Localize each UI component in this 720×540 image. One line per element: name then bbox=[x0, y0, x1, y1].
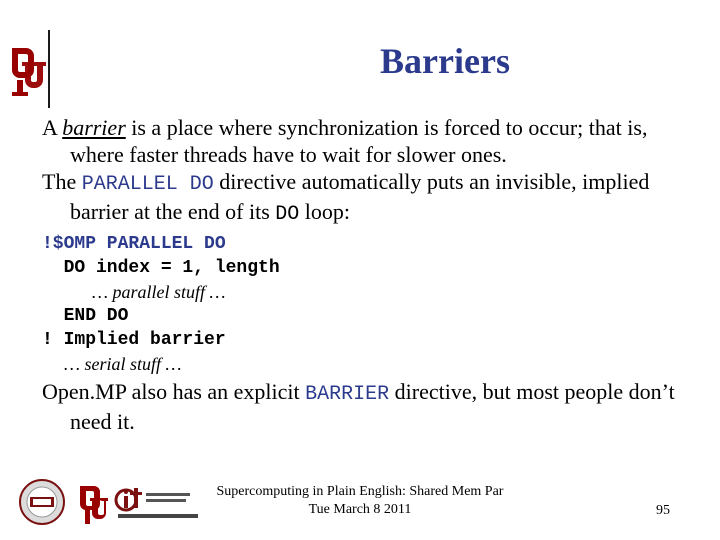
text: directive automatically puts an invisible, implied barrier at the end of its bbox=[70, 169, 650, 224]
ou-small-logo bbox=[80, 486, 108, 524]
paragraph-barrier-directive bbox=[42, 378, 702, 435]
code-do: DO bbox=[275, 203, 300, 226]
footer-course-title: Supercomputing in Plain English: Shared Mem Par bbox=[216, 484, 504, 499]
title-divider bbox=[48, 30, 50, 108]
text: loop: bbox=[299, 199, 351, 224]
paragraph-definition bbox=[42, 114, 702, 168]
code-line: DO index = 1, length bbox=[42, 258, 280, 278]
text: directive, but most people don’t need it. bbox=[70, 379, 675, 434]
ou-logo bbox=[8, 40, 50, 100]
slide-title: Barriers bbox=[380, 41, 510, 81]
paragraph-parallel-do bbox=[42, 168, 702, 228]
footer-date: Tue March 8 2011 bbox=[308, 502, 412, 517]
slide-body bbox=[42, 114, 702, 435]
footer-logos bbox=[14, 478, 204, 528]
text: The bbox=[42, 169, 82, 194]
code-block bbox=[42, 232, 702, 376]
page-number: 95 bbox=[656, 503, 670, 518]
ou-it-logo bbox=[116, 488, 198, 518]
oscer-logo bbox=[20, 480, 64, 524]
code-line: !$OMP PARALLEL DO bbox=[42, 234, 226, 254]
code-parallel-do: PARALLEL DO bbox=[81, 173, 214, 196]
code-line: ! Implied barrier bbox=[42, 330, 226, 350]
footer-text bbox=[210, 483, 510, 519]
code-line: … serial stuff … bbox=[64, 354, 182, 374]
text: A bbox=[42, 115, 63, 140]
code-barrier: BARRIER bbox=[305, 383, 390, 406]
code-line: … parallel stuff … bbox=[92, 282, 226, 302]
term-barrier: barrier bbox=[62, 115, 126, 140]
code-line: END DO bbox=[42, 306, 129, 326]
text: is a place where synchronization is forced to occur; that is, where faster threads have to wait for slower ones. bbox=[70, 115, 648, 167]
text: Open.MP also has an explicit bbox=[42, 379, 306, 404]
